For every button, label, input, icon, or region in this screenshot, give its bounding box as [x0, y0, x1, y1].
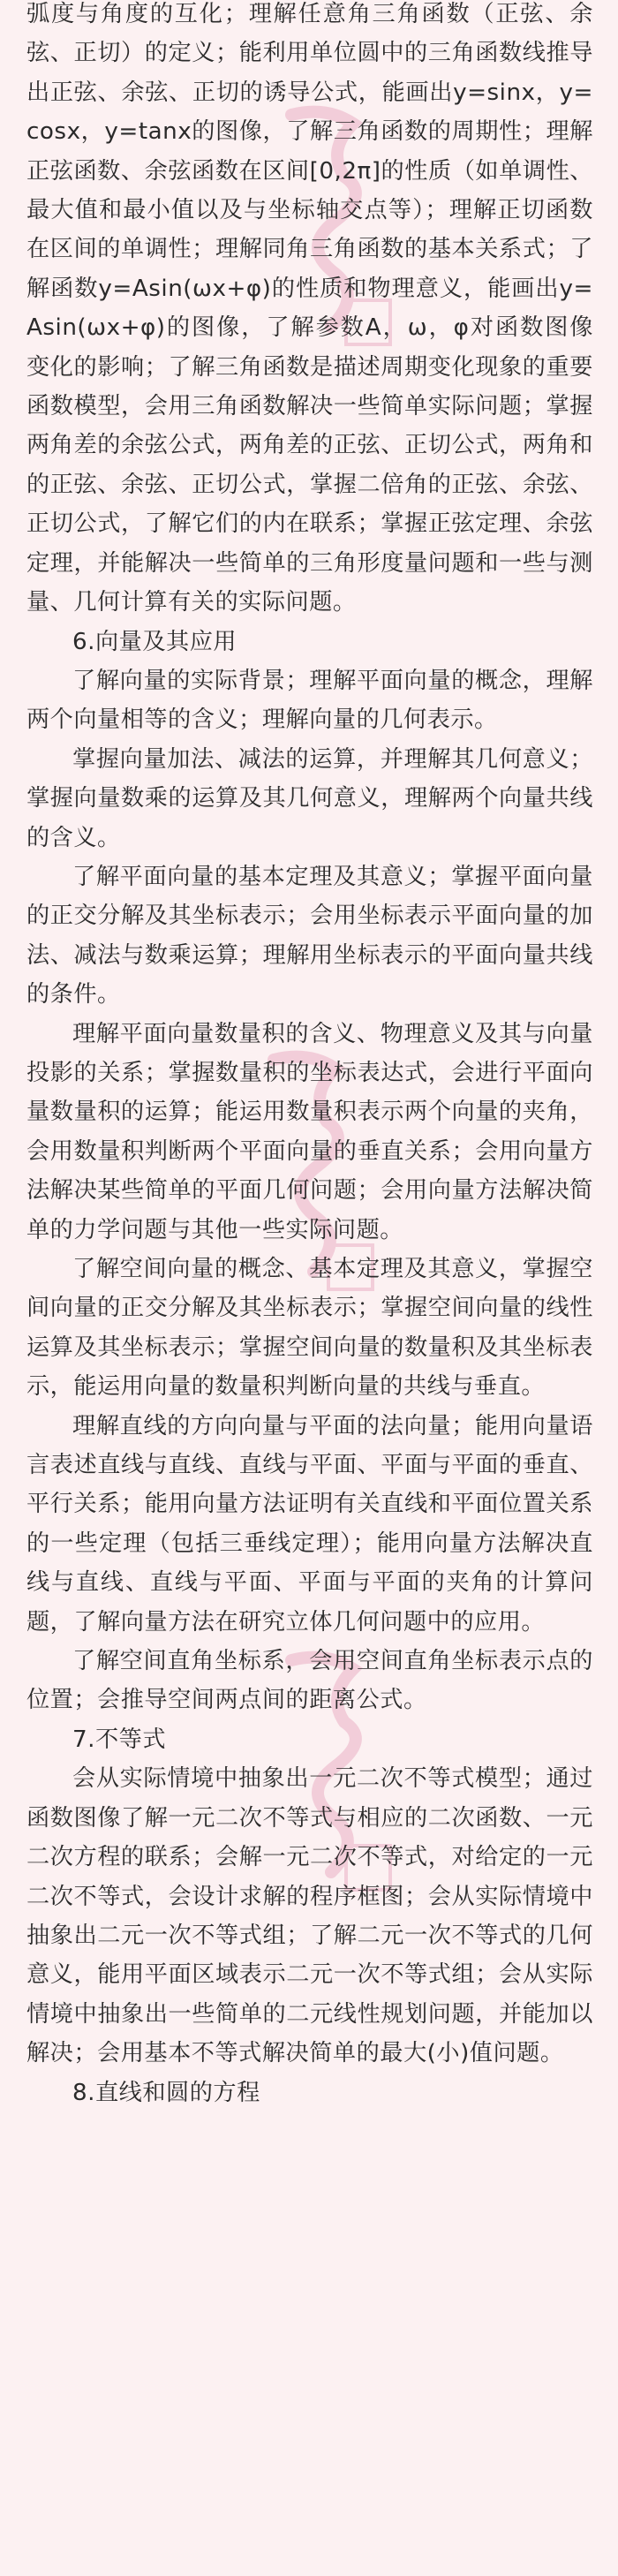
- paragraph-space-vectors: 了解空间向量的概念、基本定理及其意义，掌握空间向量的正交分解及其坐标表示；掌握空间向量的线性运算及其坐标表示；掌握空间向量的数量积及其坐标表示，能运用向量的数量积判断向量的共线与垂直。: [26, 1256, 593, 1401]
- paragraph-coordinate-system: 了解空间直角坐标系，会用空间直角坐标表示点的位置；会推导空间两点间的距离公式。: [26, 1648, 593, 1714]
- paragraph-vector-concept: 了解向量的实际背景；理解平面向量的概念，理解两个向量相等的含义；理解向量的几何表示。: [26, 667, 593, 734]
- section-heading-inequalities: 7.不等式: [72, 1726, 167, 1753]
- section-heading-vectors: 6.向量及其应用: [72, 628, 237, 655]
- paragraph-direction-normal: 理解直线的方向向量与平面的法向量；能用向量语言表述直线与直线、直线与平面、平面与平面的垂直、平行关系；能用向量方法证明有关直线和平面位置关系的一些定理（包括三垂线定理）；能用向量方法解决直线与直线、直线与平面、平面与平面的夹角的计算问题，了解向量方法在研究立体几何问题中的应用。: [26, 1412, 593, 1635]
- paragraph-vector-basis: 了解平面向量的基本定理及其意义；掌握平面向量的正交分解及其坐标表示；会用坐标表示平面向量的加法、减法与数乘运算；理解用坐标表示的平面向量共线的条件。: [26, 863, 593, 1008]
- paragraph-vector-operations: 掌握向量加法、减法的运算，并理解其几何意义；掌握向量数乘的运算及其几何意义，理解两个向量共线的含义。: [26, 745, 593, 851]
- paragraph-dot-product: 理解平面向量数量积的含义、物理意义及其与向量投影的关系；掌握数量积的坐标表达式，会进行平面向量数量积的运算；能运用数量积表示两个向量的夹角，会用数量积判断两个平面向量的垂直关系；会用向量方法解决某些简单的平面几何问题；会用向量方法解决简单的力学问题与其他一些实际问题。: [26, 1020, 593, 1243]
- paragraph-trigonometry: 弧度与角度的互化；理解任意角三角函数（正弦、余弦、正切）的定义；能利用单位圆中的三角函数线推导出正弦、余弦、正切的诱导公式，能画出y=sinx，y=cosx，y=tanx的图像，了解三角函数的周期性；理解正弦函数、余弦函数在区间[0,2π]的性质（如单调性、最大值和最小值以及与坐标轴交点等）；理解正切函数在区间的单调性；理解同角三角函数的基本关系式；了解函数y=Asin(ωx+φ)的性质和物理意义，能画出y=Asin(ωx+φ)的图像，了解参数A，ω，φ对函数图像变化的影响；了解三角函数是描述周期变化现象的重要函数模型，会用三角函数解决一些简单实际问题；掌握两角差的余弦公式，两角差的正弦、正切公式，两角和的正弦、余弦、正切公式，掌握二倍角的正弦、余弦、正切公式，了解它们的内在联系；掌握正弦定理、余弦定理，并能解决一些简单的三角形度量问题和一些与测量、几何计算有关的实际问题。: [26, 1, 593, 616]
- article-body: [26, 0, 593, 2112]
- paragraph-inequalities: 会从实际情境中抽象出一元二次不等式模型；通过函数图像了解一元二次不等式与相应的二次函数、一元二次方程的联系；会解一元二次不等式，对给定的一元二次不等式，会设计求解的程序框图；会从实际情境中抽象出二元一次不等式组；了解二元一次不等式的几何意义，能用平面区域表示二元一次不等式组；会从实际情境中抽象出一些简单的二元线性规划问题，并能加以解决；会用基本不等式解决简单的最大(小)值问题。: [26, 1765, 593, 2067]
- section-heading-lines-circles: 8.直线和圆的方程: [72, 2079, 260, 2106]
